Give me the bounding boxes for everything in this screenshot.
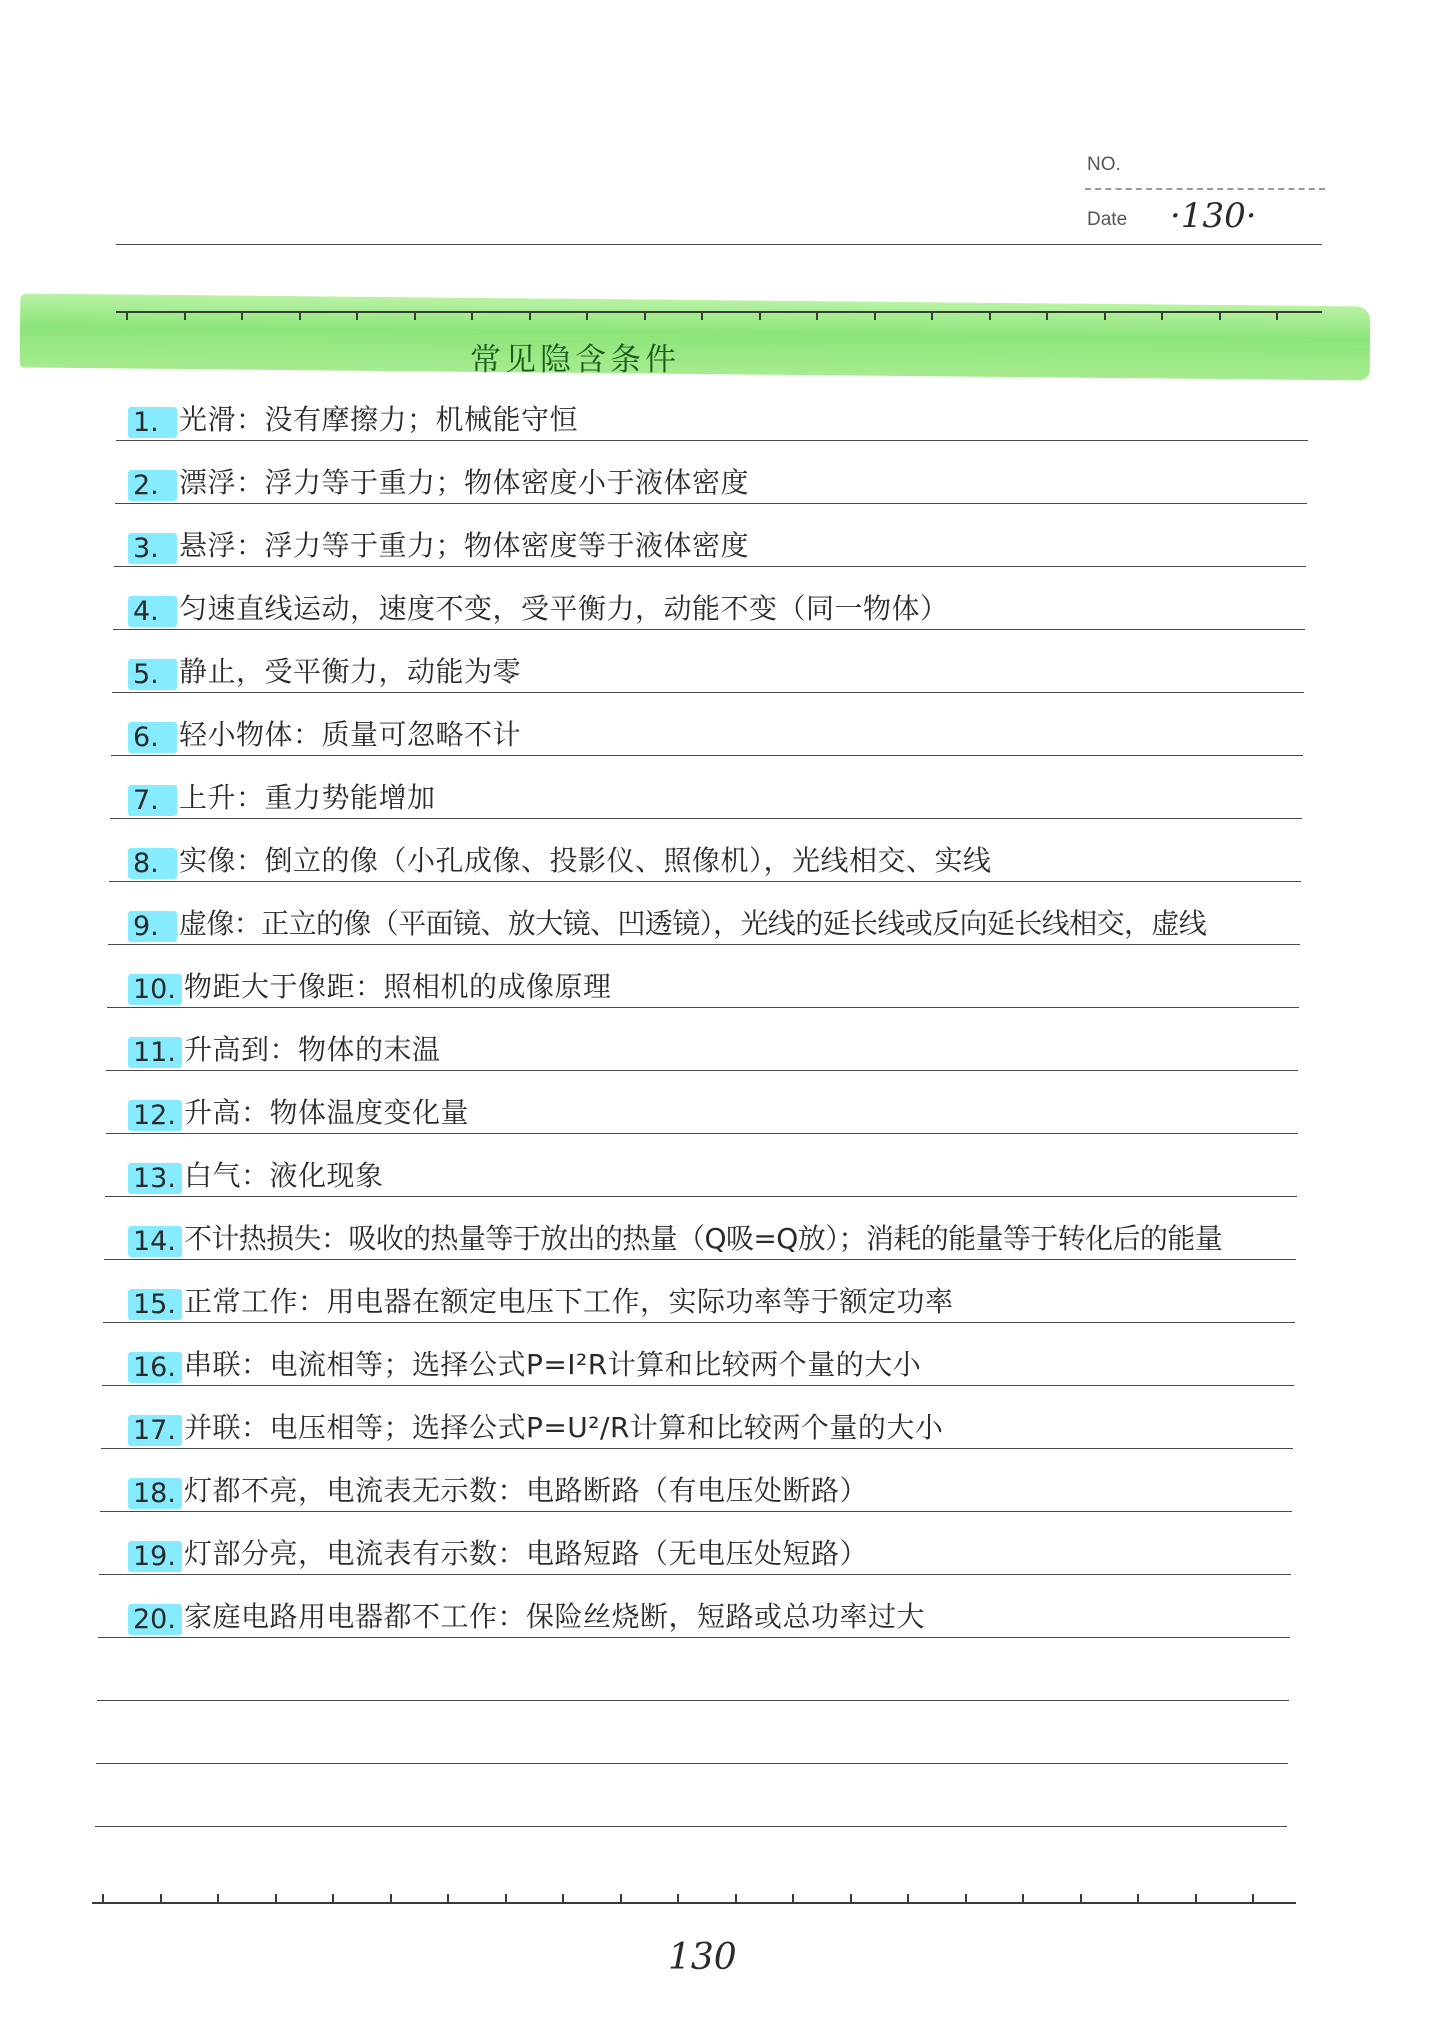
ruled-line [95,1826,1287,1827]
item-text: 正常工作：用电器在额定电压下工作，实际功率等于额定功率 [183,1285,954,1318]
ruled-line [112,692,1304,693]
item-text: 灯都不亮，电流表无示数：电路断路（有电压处断路） [183,1474,868,1507]
header-dashed-line [1085,188,1325,190]
item-text: 白气：液化现象 [183,1159,384,1192]
list-item [128,1085,469,1131]
ruled-line [96,1763,1288,1764]
ruler-tick [529,311,531,320]
date-label: Date [1087,209,1128,230]
ruler-tick [792,1894,794,1903]
item-text: 物距大于像距：照相机的成像原理 [183,970,612,1003]
ruler-tick [989,311,991,320]
item-number: 10. [128,974,182,1005]
ruler-tick [126,311,128,320]
item-text: 虚像：正立的像（平面镜、放大镜、凹透镜），光线的延长线或反向延长线相交，虚线 [179,907,1207,940]
item-text: 匀速直线运动，速度不变，受平衡力，动能不变（同一物体） [179,592,949,625]
ruler-tick [217,1894,219,1903]
list-item [128,1463,868,1509]
ruled-line [108,944,1300,945]
header-rule [116,244,1322,245]
ruled-line [111,755,1303,756]
item-number: 4. [128,596,177,627]
list-item [128,1337,921,1383]
ruled-line [107,1007,1299,1008]
ruler-tick [275,1894,277,1903]
item-number: 8. [128,848,177,879]
ruler-tick [332,1894,334,1903]
page-title: 常见隐含条件 [470,342,680,378]
list-item [128,1274,953,1320]
item-number: 12. [128,1100,182,1131]
ruled-line [116,440,1308,441]
top-ruler [116,311,1322,313]
list-item [128,1022,440,1068]
ruler-tick [620,1894,622,1903]
item-number: 2. [128,470,177,501]
item-number: 18. [128,1478,182,1509]
ruler-tick [1080,1894,1082,1903]
item-text: 漂浮：浮力等于重力；物体密度小于液体密度 [179,466,750,499]
title-highlight [20,294,1371,381]
item-number: 5. [128,659,177,690]
list-item [128,1589,925,1635]
ruler-tick [102,1894,104,1903]
ruled-line [105,1196,1297,1197]
item-number: 15. [128,1289,182,1320]
ruler-tick [299,311,301,320]
ruler-tick [931,311,933,320]
ruled-line [113,629,1305,630]
item-number: 9. [128,911,177,942]
ruled-line [106,1133,1298,1134]
item-text: 升高到：物体的末温 [183,1033,441,1066]
ruler-tick [759,311,761,320]
item-text: 实像：倒立的像（小孔成像、投影仪、照像机），光线相交、实线 [179,844,992,877]
ruler-tick [390,1894,392,1903]
ruler-tick [1195,1894,1197,1903]
item-text: 灯部分亮，电流表有示数：电路短路（无电压处短路） [183,1537,868,1570]
list-item [128,1211,1222,1257]
ruler-tick [586,311,588,320]
ruler-tick [414,311,416,320]
list-item [128,707,521,753]
ruled-line [99,1574,1291,1575]
ruler-tick [1022,1894,1024,1903]
bottom-ruler [92,1902,1296,1904]
ruler-tick [505,1894,507,1903]
item-text: 家庭电路用电器都不工作：保险丝烧断，短路或总功率过大 [183,1600,925,1633]
ruler-tick [677,1894,679,1903]
ruled-line [100,1511,1292,1512]
ruler-tick [241,311,243,320]
ruled-line [109,881,1301,882]
item-text: 升高：物体温度变化量 [183,1096,469,1129]
item-number: 14. [128,1226,182,1257]
item-number: 13. [128,1163,182,1194]
item-number: 17. [128,1415,182,1446]
ruler-tick [965,1894,967,1903]
ruled-line [106,1070,1298,1071]
ruler-tick [356,311,358,320]
ruler-tick [1046,311,1048,320]
ruler-tick [1137,1894,1139,1903]
list-item [128,1526,868,1572]
ruled-line [114,566,1306,567]
item-number: 6. [128,722,177,753]
ruler-tick [160,1894,162,1903]
ruled-line [104,1259,1296,1260]
date-value: ·130· [1170,196,1257,236]
ruled-line [103,1322,1295,1323]
item-text: 轻小物体：质量可忽略不计 [179,718,522,751]
list-item [128,770,436,816]
list-item [128,833,992,879]
item-text: 不计热损失：吸收的热量等于放出的热量（Q吸=Q放）；消耗的能量等于转化后的能量 [183,1222,1223,1255]
ruled-line [110,818,1302,819]
item-text: 串联：电流相等；选择公式P=I²R计算和比较两个量的大小 [183,1348,922,1381]
ruler-tick [701,311,703,320]
ruler-tick [850,1894,852,1903]
list-item [128,959,611,1005]
item-text: 并联：电压相等；选择公式P=U²/R计算和比较两个量的大小 [183,1411,944,1444]
list-item [128,896,1206,942]
item-text: 悬浮：浮力等于重力；物体密度等于液体密度 [179,529,750,562]
list-item [128,581,949,627]
ruler-tick [1219,311,1221,320]
list-item [128,392,578,438]
item-number: 11. [128,1037,182,1068]
ruler-tick [562,1894,564,1903]
ruler-tick [1252,1894,1254,1903]
ruler-tick [1276,311,1278,320]
ruler-tick [735,1894,737,1903]
item-text: 光滑：没有摩擦力；机械能守恒 [179,403,579,436]
list-item [128,518,749,564]
page-number: 130 [668,1937,737,1978]
ruler-tick [816,311,818,320]
ruler-tick [1104,311,1106,320]
ruled-line [98,1637,1290,1638]
ruler-tick [447,1894,449,1903]
list-item [128,644,521,690]
ruled-line [97,1700,1289,1701]
item-number: 7. [128,785,177,816]
list-item [128,1400,943,1446]
ruler-tick [184,311,186,320]
ruler-tick [907,1894,909,1903]
ruler-tick [471,311,473,320]
ruler-tick [644,311,646,320]
item-number: 3. [128,533,177,564]
item-number: 19. [128,1541,182,1572]
ruler-tick [1161,311,1163,320]
item-text: 上升：重力势能增加 [179,781,436,814]
item-number: 16. [128,1352,182,1383]
ruled-line [102,1385,1294,1386]
no-label: NO. [1087,154,1121,175]
item-number: 1. [128,407,177,438]
ruled-line [115,503,1307,504]
ruled-line [101,1448,1293,1449]
item-text: 静止，受平衡力，动能为零 [179,655,522,688]
item-number: 20. [128,1604,182,1635]
ruler-tick [874,311,876,320]
list-item [128,1148,383,1194]
list-item [128,455,749,501]
